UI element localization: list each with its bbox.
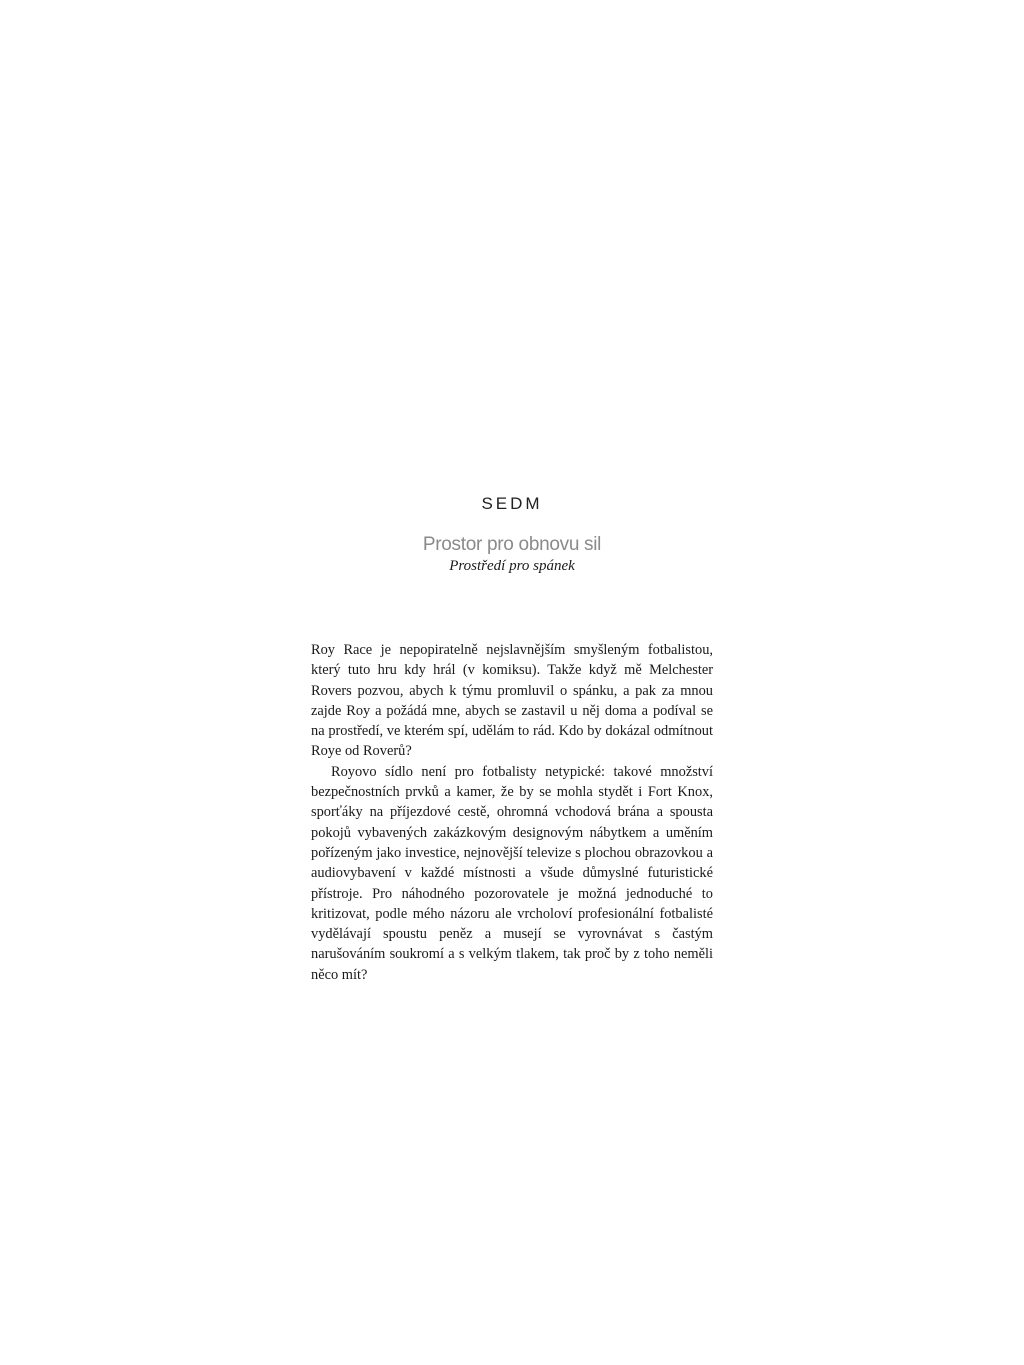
paragraph-2: Royovo sídlo není pro fotbalisty netypické: takové množství bezpečnostních prvků a kamer, že by se mohla stydět i Fort Knox, sporťáky na příjezdové cestě, ohromná vchodová brána a spousta pokojů vybavených zakázkovým designovým nábytkem a uměním pořízeným jako investice, nejnovější televize s plochou obrazovkou a audiovybavení v každé místnosti a všude důmyslné futuristické přístroje. Pro náhodného pozorovatele je možná jednoduché to kritizovat, podle mého názoru ale vrcholoví profesionální fotbalisté vydělávají spoustu peněz a musejí se vyrovnávat s častým narušováním soukromí a s velkým tlakem, tak proč by z toho neměli něco mít? bbox=[311, 763, 713, 983]
paragraph-1: Roy Race je nepopiratelně nejslavnějším smyšleným fotbalistou, který tuto hru kdy hrál (v komiksu). Takže když mě Melchester Rovers pozvou, abych k týmu promluvil o spánku, a pak za mnou zajde Roy a požádá mne, abych se zastavil u něj doma a podíval se na prostředí, ve kterém spí, udělám to rád. Kdo by dokázal odmítnout Roye od Roverů? bbox=[311, 642, 713, 760]
chapter-title: Prostor pro obnovu sil bbox=[422, 534, 602, 555]
chapter-number: SEDM bbox=[481, 494, 543, 513]
chapter-body bbox=[311, 640, 713, 985]
chapter-subtitle: Prostředí pro spánek bbox=[449, 558, 575, 574]
